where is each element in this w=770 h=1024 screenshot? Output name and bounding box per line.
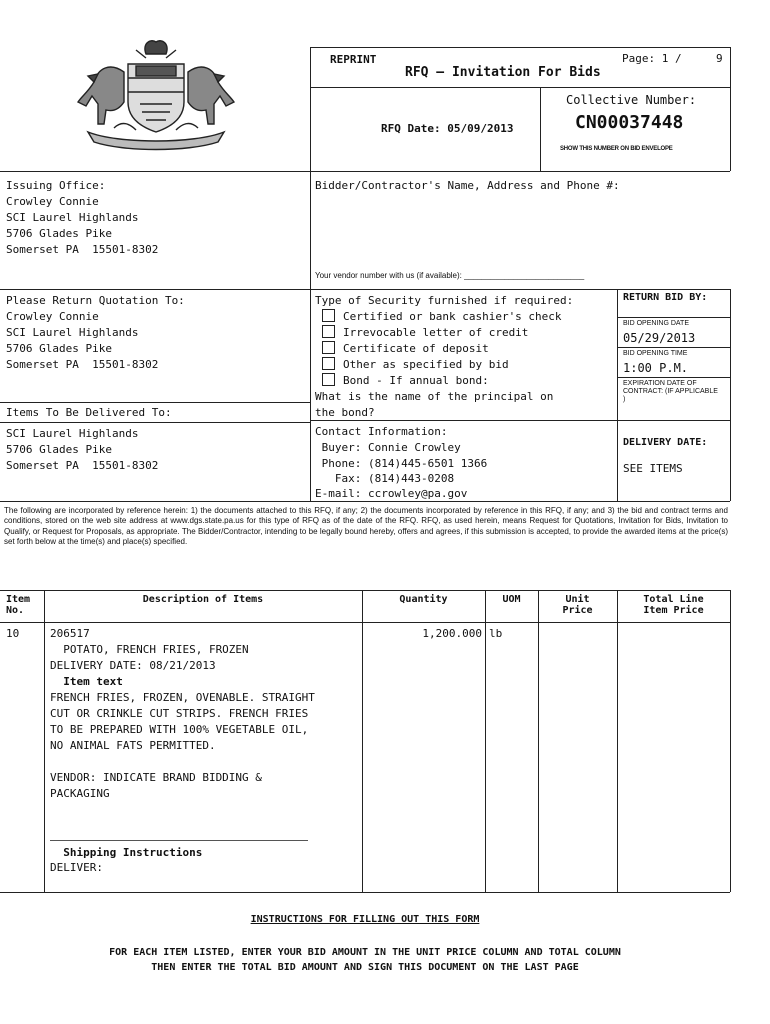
issuing-office-line-1: Crowley Connie — [6, 195, 99, 208]
form-title: RFQ – Invitation For Bids — [405, 65, 601, 80]
row-item-text-4: NO ANIMAL FATS PERMITTED. — [50, 739, 216, 752]
checkbox[interactable] — [322, 341, 335, 354]
reprint-label: REPRINT — [330, 53, 377, 66]
bond-question-2: the bond? — [315, 406, 375, 419]
bond-question-1: What is the name of the principal on — [315, 390, 554, 403]
contact-email[interactable]: E-mail: ccrowley@pa.gov — [315, 487, 468, 500]
header-item-no: Item No. — [6, 594, 31, 616]
delivered-to-line-1: SCI Laurel Highlands — [6, 427, 139, 440]
return-to-label: Please Return Quotation To: — [6, 294, 185, 307]
row-uom: lb — [489, 627, 503, 640]
page-total: 9 — [716, 52, 723, 65]
security-label: Type of Security furnished if required: — [315, 294, 574, 307]
issuing-office-label: Issuing Office: — [6, 179, 106, 192]
row-item-text-label: Item text — [50, 675, 123, 688]
delivery-date-value: SEE ITEMS — [623, 462, 683, 475]
bid-opening-date-label: BID OPENING DATE — [623, 320, 689, 327]
instructions-title: INSTRUCTIONS FOR FILLING OUT THIS FORM — [250, 914, 480, 925]
show-number-note: SHOW THIS NUMBER ON BID ENVELOPE — [560, 146, 673, 152]
header-description: Description of Items — [142, 594, 264, 605]
issuing-office-line-4: Somerset PA 15501-8302 — [6, 243, 159, 256]
contact-label: Contact Information: — [315, 425, 448, 438]
delivered-to-line-2: 5706 Glades Pike — [6, 443, 112, 456]
total-line-price-input[interactable] — [619, 640, 728, 680]
collective-number: CN00037448 — [575, 112, 684, 133]
return-bid-label: RETURN BID BY: — [623, 292, 708, 303]
instructions-line-1: FOR EACH ITEM LISTED, ENTER YOUR BID AMOUNT IN THE UNIT PRICE COLUMN AND TOTAL COLUMN — [109, 947, 621, 958]
delivered-to-label: Items To Be Delivered To: — [6, 406, 172, 419]
return-to-line-1: Crowley Connie — [6, 310, 99, 323]
rfq-date: RFQ Date: 05/09/2013 — [381, 122, 514, 135]
row-delivery-date: DELIVERY DATE: 08/21/2013 — [50, 659, 216, 672]
row-material: 206517 — [50, 627, 90, 640]
row-vendor-2: PACKAGING — [50, 787, 110, 800]
row-short-text: POTATO, FRENCH FRIES, FROZEN — [50, 643, 249, 656]
security-option-3[interactable]: Certificate of deposit — [322, 341, 489, 357]
row-item-text-2: CUT OR CRINKLE CUT STRIPS. FRENCH FRIES — [50, 707, 309, 720]
instructions-line-2: THEN ENTER THE TOTAL BID AMOUNT AND SIGN THIS DOCUMENT ON THE LAST PAGE — [151, 962, 579, 973]
row-item-text-1: FRENCH FRIES, FROZEN, OVENABLE. STRAIGHT — [50, 691, 315, 704]
unit-price-input[interactable] — [540, 640, 615, 680]
row-description — [50, 626, 315, 802]
bid-opening-date: 05/29/2013 — [623, 331, 696, 345]
checkbox[interactable] — [322, 373, 335, 386]
delivery-date-label: DELIVERY DATE: — [623, 437, 708, 448]
security-option-4[interactable]: Other as specified by bid — [322, 357, 509, 373]
return-to-line-3: 5706 Glades Pike — [6, 342, 112, 355]
issuing-office-line-3: 5706 Glades Pike — [6, 227, 112, 240]
issuing-office-line-2: SCI Laurel Highlands — [6, 211, 139, 224]
return-to-line-4: Somerset PA 15501-8302 — [6, 358, 159, 371]
row-quantity: 1,200.000 — [422, 627, 482, 640]
page-label: Page: 1 / — [622, 52, 682, 65]
bid-opening-time: 1:00 P.M. — [623, 361, 689, 375]
row-item-text-3: TO BE PREPARED WITH 100% VEGETABLE OIL, — [50, 723, 309, 736]
header-total-line: Total Line Item Price — [643, 594, 704, 616]
return-to-line-2: SCI Laurel Highlands — [6, 326, 139, 339]
contact-buyer: Buyer: Connie Crowley — [315, 441, 461, 454]
collective-number-label: Collective Number: — [566, 93, 697, 107]
security-option-1[interactable]: Certified or bank cashier's check — [322, 309, 562, 325]
row-vendor-1: VENDOR: INDICATE BRAND BIDDING & — [50, 771, 262, 784]
pennsylvania-seal-icon — [58, 32, 254, 152]
vendor-number-field[interactable]: Your vendor number with us (if available): ___________________________ — [315, 271, 585, 280]
security-option-2[interactable]: Irrevocable letter of credit — [322, 325, 528, 341]
bid-opening-time-label: BID OPENING TIME — [623, 350, 688, 357]
expiration-label: EXPIRATION DATE OF CONTRACT: (IF APPLICABLE ) — [623, 380, 718, 403]
checkbox[interactable] — [322, 309, 335, 322]
header-unit-price: Unit Price — [562, 594, 593, 616]
checkbox[interactable] — [322, 325, 335, 338]
row-shipping-value: DELIVER: — [50, 861, 103, 874]
delivered-to-line-3: Somerset PA 15501-8302 — [6, 459, 159, 472]
checkbox[interactable] — [322, 357, 335, 370]
header-uom: UOM — [502, 594, 521, 605]
row-shipping-label: Shipping Instructions — [50, 846, 203, 859]
header-quantity: Quantity — [399, 594, 448, 605]
row-item-no: 10 — [6, 627, 20, 640]
contact-phone: Phone: (814)445-6501 1366 — [315, 457, 488, 470]
security-option-5[interactable]: Bond - If annual bond: — [322, 373, 489, 389]
bidder-label: Bidder/Contractor's Name, Address and Phone #: — [315, 179, 620, 192]
incorporation-text: The following are incorporated by reference herein: 1) the documents attached to this RFQ, if any; 2) the documents incorporated by reference in this RFQ, if any; and 3) the bid and contract terms and conditions, stored on the web site address at www.dgs.state.pa.us for this type of RFQ as of the date of the RFQ. RFQ, as used herein, means Request for Quotations, Invitation for Bids, Invitation to Qualify, or Request for Proposals, as appropriate. The Bidder/Contractor, intending to be legally bound hereby, offers and agrees, if this submission is accepted, to provide the awarded items at the price(s) set forth below at the time(s) and place(s) specified. — [4, 506, 728, 547]
contact-fax: Fax: (814)443-0208 — [315, 472, 455, 485]
